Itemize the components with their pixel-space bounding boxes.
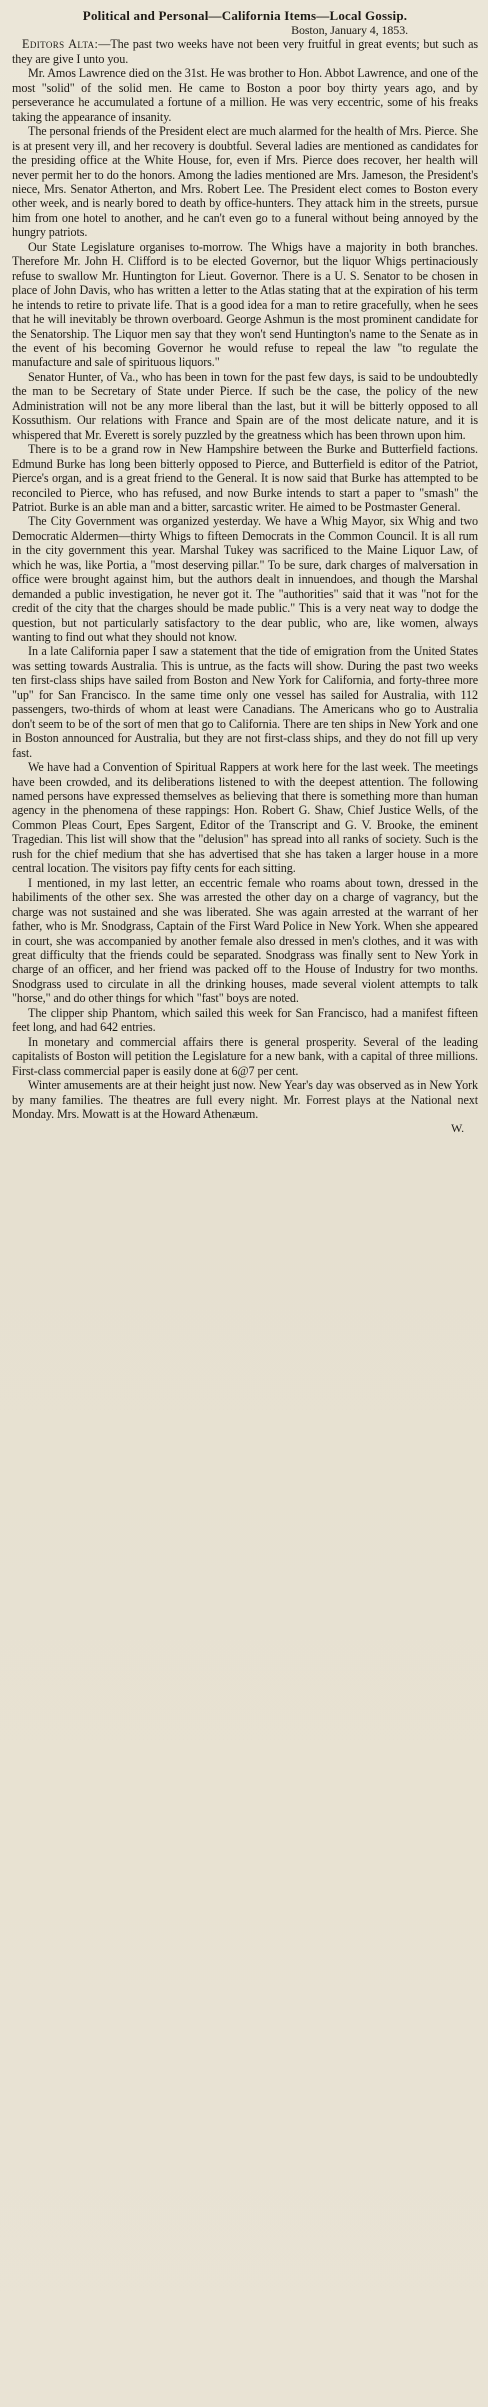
paragraph-intro (12, 37, 478, 66)
paragraph-emigration: In a late California paper I saw a statement that the tide of emigration from the United States was setting towards Australia. This is untrue, as the facts will show. During the past two weeks ten first-class ships have sailed from Boston and New York for California, and forty-three more "up" for San Francisco. In the same time only one vessel has sailed for Australia, with 112 passengers, two-thirds of whom at least were Canadians. The Americans who go to Australia don't seem to be of the sort of men that go to California. There are ten ships in New York and one in Boston announced for Australia, but they are not first-class ships, and they do not fill up very fast. (12, 644, 478, 760)
paragraph-monetary-affairs: In monetary and commercial affairs there is general prosperity. Several of the leading capitalists of Boston will petition the Legislature for a new bank, with a capital of three millions. First-class commercial paper is easily done at 6@7 per cent. (12, 1034, 478, 1078)
paragraph-winter-amusements: Winter amusements are at their height just now. New Year's day was observed as in New York by many families. The theatres are full every night. Mr. Forrest plays at the National next Monday. Mrs. Mowatt is at the Howard Athenæum. (12, 1078, 478, 1121)
intro-text: —The past two weeks have not been very fruitful in great events; but such as they are give I unto you. (12, 37, 478, 66)
paragraph-amos-lawrence: Mr. Amos Lawrence died on the 31st. He was brother to Hon. Abbot Lawrence, and one of the most "solid" of the solid men. He came to Boston a poor boy thirty years ago, and by perseverance he accumulated a fortune of a million. He was very eccentric, some of his freaks taking the appearance of insanity. (12, 66, 478, 124)
headline: Political and Personal—California Items—Local Gossip. (82, 8, 408, 23)
paragraph-mrs-pierce: The personal friends of the President elect are much alarmed for the health of Mrs. Pierce. She is at present very ill, and her recovery is doubtful. Several ladies are mentioned as candidates for the presiding office at the White House, for, even if Mrs. Pierce does recover, her health will never permit her to do the honors. Among the ladies mentioned are Mrs. Jameson, the President's niece, Mrs. Senator Atherton, and Mrs. Robert Lee. The President elect comes to Boston every other week, and is nearly bored to death by office-hunters. They attack him in the streets, pursue him from one hotel to another, and he can't even go to a funeral without being annoyed by the hungry patriots. (12, 124, 478, 240)
paragraph-state-legislature: Our State Legislature organises to-morrow. The Whigs have a majority in both branches. Therefore Mr. John H. Clifford is to be elected Governor, but the liquor Whigs pertinaciously refuse to swallow Mr. Huntington for Lieut. Governor. There is a U. S. Senator to be chosen in place of John Davis, who has written a letter to the Atlas stating that at the expiration of his term he intends to retire to private life. That is a good idea for a man to retire gracefully, when he sees that he will inevitably be thrown overboard. George Ashmun is the most prominent candidate for the Senatorship. The Liquor men say that they won't send Huntington's name to the Senate as in the event of his becoming Governor he would refuse to repeal the law "to regulate the manufacture and sale of spirituous liquors." (12, 239, 478, 370)
paragraph-new-hampshire: There is to be a grand row in New Hampshire between the Burke and Butterfield factions. Edmund Burke has long been bitterly opposed to Pierce, and Butterfield is editor of the Patriot, Pierce's organ, and is a great friend to the General. It is now said that Burke has attempted to be reconciled to Pierce, who has refused, and now Burke intends to start a paper to "smash" the Patriot. Burke is an able man and a bitter, sarcastic writer. He aimed to be Postmaster General. (12, 442, 478, 514)
salutation: Editors Alta: (22, 37, 99, 52)
paragraph-spiritual-rappers: We have had a Convention of Spiritual Rappers at work here for the last week. The meetings have been crowded, and its deliberations listened to with the deepest attention. The following named persons have expressed themselves as believing that there is something more than human agency in the phenomena of these rappings: Hon. Robert G. Shaw, Chief Justice Wells, of the Common Pleas Court, Epes Sargent, Editor of the Transcript and G. V. Brooke, the eminent Tragedian. This list will show that the "delusion" has spread into all ranks of society. Such is the rush for the chief medium that she has advertised that she has taken a larger house in a more central location. The visitors pay fifty cents for each sitting. (12, 760, 478, 876)
paragraph-city-government: The City Government was organized yesterday. We have a Whig Mayor, six Whig and two Democratic Aldermen—thirty Whigs to fifteen Democrats in the Common Council. It is all rum in the city government this year. Marshal Tukey was sacrificed to the Maine Liquor Law, of which he was, like Portia, a "most deserving pillar." To be sure, dark charges of malversation in office were brought against him, but the authors dealt in innuendoes, and though the Marshal demanded a public investigation, he never got it. The "authorities" said that it was "not for the credit of the city that the charges should be made public." This is a very neat way to dodge the question, but not particularly satisfactory to the dear public, who are, like women, always wanting to find out what they should not know. (12, 514, 478, 645)
paragraph-eccentric-female: I mentioned, in my last letter, an eccentric female who roams about town, dressed in the habiliments of the other sex. She was arrested the other day on a charge of vagrancy, but the charge was not sustained and she was liberated. She was again arrested at the warrant of her father, who is Mr. Snodgrass, Captain of the First Ward Police in New York. When she appeared in court, she was accompanied by another female also dressed in men's clothes, and it was with great difficulty that the friends could be separated. Snodgrass was finally sent to New York in charge of an officer, and her friend was packed off to the House of Industry for two months. Snodgrass used to circulate in all the drinking houses, made several violent attempts to talk "horse," and do other things for which "fast" boys are noted. (12, 875, 478, 1006)
paragraph-senator-hunter: Senator Hunter, of Va., who has been in town for the past few days, is said to be undoubtedly the man to be Secretary of State under Pierce. If such be the case, the policy of the new Administration will not be any more liberal than the last, but it will be bitterly opposed to all Kossuthism. Our relations with France and Spain are of the most delicate nature, and it is whispered that Mr. Everett is sorely puzzled by the greatness which has been thrown upon him. (12, 369, 478, 442)
paragraph-clipper-phantom: The clipper ship Phantom, which sailed this week for San Francisco, had a manifest fifteen feet long, and had 642 entries. (12, 1005, 478, 1035)
dateline: Boston, January 4, 1853. (291, 23, 408, 37)
signature: W. (450, 1121, 464, 1136)
